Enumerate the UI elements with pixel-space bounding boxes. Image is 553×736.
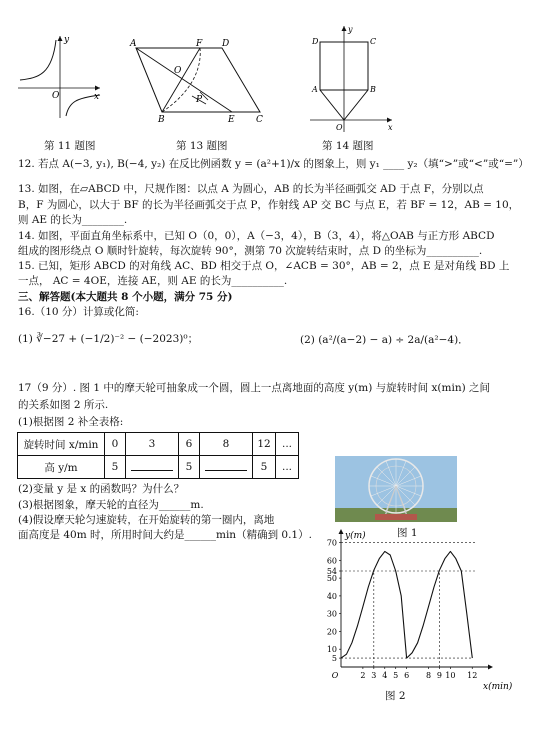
fig11-y-label: y xyxy=(64,35,70,45)
question-14-line2: 组成的图形绕点 O 顺时针旋转，每次旋转 90°，测第 70 次旋转结束时，点 D 的坐标为__________. xyxy=(18,245,483,257)
fig13-D: D xyxy=(222,39,230,49)
fig11-caption: 第 11 题图 xyxy=(44,140,96,152)
table-cell: 0 xyxy=(105,433,126,456)
fig13-F: F xyxy=(196,39,203,49)
x-tick-label: 10 xyxy=(445,671,456,680)
fig2-caption: 图 2 xyxy=(385,690,406,702)
x-axis-arrow xyxy=(488,665,493,670)
fig14-A: A xyxy=(312,85,318,94)
question-13-line2: B，F 为圆心，以大于 BF 的长为半径画弧交于点 P，作射线 AP 交 BC 与点 E，若 BF = 12，AB = 10， xyxy=(18,199,520,211)
answer-blank-3min[interactable] xyxy=(126,456,179,479)
fig11-x-label: x xyxy=(94,92,100,102)
fig14-caption: 第 14 题图 xyxy=(322,140,374,152)
question-13-line1: 13. 如图，在▱ABCD 中，尺规作图：以点 A 为圆心，AB 的长为半径画弧交 AD 于点 F，分别以点 xyxy=(18,183,484,195)
question-16: 16.（10 分）计算或化简: xyxy=(18,306,139,318)
fig13-P: P xyxy=(196,95,203,105)
x-tick-label: 4 xyxy=(382,671,388,680)
x-tick-label: 3 xyxy=(371,671,377,680)
y-axis-arrow xyxy=(339,529,344,534)
x-tick-label: 12 xyxy=(467,671,478,680)
fig13-A: A xyxy=(130,39,137,49)
ferris-wheel-photo xyxy=(335,456,457,522)
table-cell: 6 xyxy=(179,433,200,456)
table-cell: ... xyxy=(276,433,299,456)
table-row xyxy=(18,456,299,479)
x-tick-label: 9 xyxy=(436,671,442,680)
fig13-E: E xyxy=(228,115,235,125)
y-tick-label: 50 xyxy=(326,574,337,584)
fig14-O: O xyxy=(336,123,343,132)
y-tick-label: 54 xyxy=(326,567,337,576)
table-cell: 12 xyxy=(253,433,276,456)
y-tick-label: 70 xyxy=(326,538,337,548)
y-axis-label: y(m) xyxy=(345,531,366,541)
y-tick-label: 40 xyxy=(326,591,337,601)
fig14-x: x xyxy=(388,123,393,132)
fig13-B: B xyxy=(158,115,165,125)
fig11-origin-label: O xyxy=(52,91,60,101)
fig13-caption: 第 13 题图 xyxy=(176,140,228,152)
answer-blank-8min[interactable] xyxy=(200,456,253,479)
fig1-caption: 图 1 xyxy=(397,527,418,539)
fig14-B: B xyxy=(370,85,376,94)
y-tick-label: 10 xyxy=(326,645,337,655)
question-15-line2: 一点， AC = 4OE，连接 AE，则 AE 的长为__________. xyxy=(18,275,288,287)
figure-14 xyxy=(300,22,400,134)
table-cell: 5 xyxy=(253,456,276,479)
question-17-line2: 的关系如图 2 所示. xyxy=(18,399,109,411)
y-tick-label: 20 xyxy=(326,627,337,637)
question-17-line3: (1)根据图 2 补全表格: xyxy=(18,416,124,428)
question-12: 12. 若点 A(−3, y₁), B(−4, y₂) 在反比例函数 y = (a²+1)/x 的图象上，则 y₁ ____ y₂（填“>”或“<”或“=”） xyxy=(18,158,529,170)
fig14-y: y xyxy=(348,25,353,34)
question-14-line1: 14. 如图，平面直角坐标系中，已知 O（0，0），A（−3，4），B（3，4），将△OAB 与正方形 ABCD xyxy=(18,230,495,242)
question-16-part2: (2) (a²/(a−2) − a) ÷ 2a/(a²−4)． xyxy=(300,334,469,346)
x-tick-label: 5 xyxy=(393,671,399,680)
table-cell: 8 xyxy=(200,433,253,456)
y-tick-label: 30 xyxy=(326,609,337,619)
fig13-C: C xyxy=(256,115,263,125)
table-cell: ... xyxy=(276,456,299,479)
question-17-line5: (3)根据图象，摩天轮的直径为______m. xyxy=(18,499,204,511)
question-16-part1: (1) ∛−27 + (−1/2)⁻² − (−2023)⁰； xyxy=(18,333,199,345)
height-curve xyxy=(341,551,472,658)
figure-11 xyxy=(14,32,104,122)
question-17-line6: (4)假设摩天轮匀速旋转，在开始旋转的第一圈内，离地 xyxy=(18,514,275,526)
question-17-line1: 17（9 分）. 图 1 中的摩天轮可抽象成一个圆，圆上一点离地面的高度 y(m) 与旋转时间 x(min) 之间 xyxy=(18,382,491,394)
question-13-line3: 则 AE 的长为________. xyxy=(18,214,128,226)
x-axis-label: x(min) xyxy=(483,682,513,692)
section-3-heading: 三、解答题(本大题共 8 个小题，满分 75 分) xyxy=(18,291,233,303)
x-tick-label: 6 xyxy=(404,671,410,680)
question-17-line4: (2)变量 y 是 x 的函数吗？为什么？ xyxy=(18,483,185,495)
y-tick-label: 60 xyxy=(326,556,337,566)
x-tick-label: O xyxy=(331,671,339,680)
fig13-O: O xyxy=(174,66,182,76)
y-tick-label: 5 xyxy=(331,654,337,664)
question-15-line1: 15. 已知，矩形 ABCD 的对角线 AC、BD 相交于点 O，∠ACB = 30°，AB = 2，点 E 是对角线 BD 上 xyxy=(18,260,510,272)
table-cell: 5 xyxy=(105,456,126,479)
fig14-D: D xyxy=(312,37,319,46)
table-cell: 3 xyxy=(126,433,179,456)
table-cell: 旋转时间 x/min xyxy=(18,433,105,456)
x-tick-label: 8 xyxy=(425,671,432,680)
question-17-line7: 面高度是 40m 时，所用时间大约是______min（精确到 0.1）. xyxy=(18,529,312,541)
figure-13 xyxy=(122,36,272,126)
table-cell: 5 xyxy=(179,456,200,479)
table-row xyxy=(18,433,299,456)
fill-table xyxy=(17,432,299,479)
table-cell: 高 y/m xyxy=(18,456,105,479)
x-tick-label: 2 xyxy=(360,671,366,680)
fig14-C: C xyxy=(370,37,377,46)
height-time-chart xyxy=(316,527,513,692)
